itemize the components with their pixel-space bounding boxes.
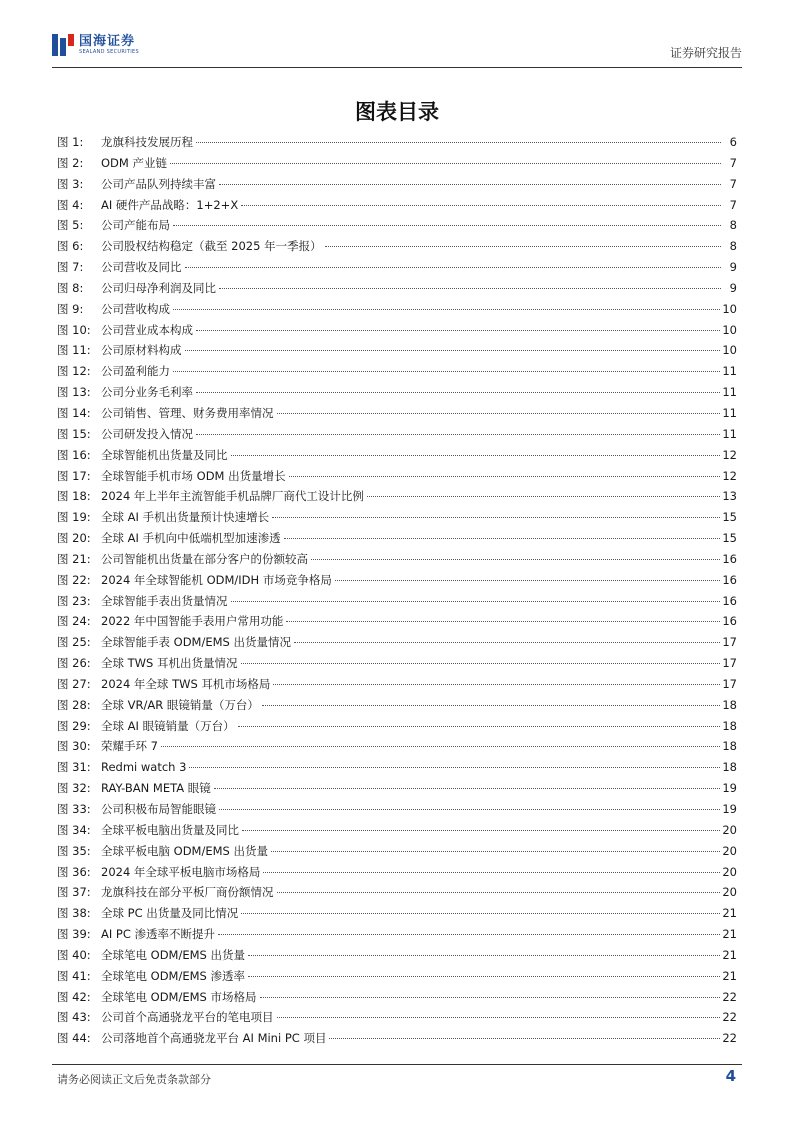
toc-entry[interactable] <box>57 322 737 343</box>
figure-title: 全球平板电脑出货量及同比 <box>101 822 239 837</box>
dot-leader <box>196 142 721 143</box>
figure-page: 18 <box>722 760 737 775</box>
figure-number: 图 25: <box>57 635 91 650</box>
dot-leader <box>173 371 720 372</box>
figure-number: 图 8: <box>57 280 84 295</box>
figure-title: 全球 AI 手机向中低端机型加速渗透 <box>101 531 281 546</box>
figure-title: 2024 年上半年主流智能手机品牌厂商代工设计比例 <box>101 489 364 504</box>
dot-leader <box>277 1017 721 1018</box>
figure-title: 公司销售、管理、财务费用率情况 <box>101 405 274 420</box>
figure-page: 12 <box>722 468 737 483</box>
dot-leader <box>214 788 721 789</box>
figure-title: 2024 年全球平板电脑市场格局 <box>101 864 261 879</box>
figure-number: 图 42: <box>57 989 91 1004</box>
figure-title: 公司积极布局智能眼镜 <box>101 802 216 816</box>
toc-entry[interactable] <box>57 176 737 197</box>
figure-number: 图 29: <box>57 718 91 733</box>
footer-disclaimer: 请务必阅读正文后免责条款部分 <box>57 1073 211 1086</box>
figure-page: 17 <box>722 676 737 691</box>
figure-title: AI PC 渗透率不断提升 <box>101 927 216 942</box>
dot-leader <box>218 934 720 935</box>
toc-entry[interactable] <box>57 572 737 593</box>
figure-page: 21 <box>722 927 737 942</box>
dot-leader <box>241 913 720 914</box>
figure-number: 图 34: <box>57 822 91 837</box>
figure-page: 10 <box>722 301 737 316</box>
toc-entry[interactable] <box>57 801 737 822</box>
dot-leader <box>241 663 721 664</box>
figure-number: 图 33: <box>57 802 91 816</box>
dot-leader <box>196 392 720 393</box>
figure-title: 公司产品队列持续丰富 <box>101 176 216 191</box>
toc-entry[interactable] <box>57 884 737 905</box>
figure-title: 全球智能手表 ODM/EMS 出货量情况 <box>101 635 292 650</box>
page-title: 图表目录 <box>355 99 439 124</box>
figure-number: 图 41: <box>57 968 91 983</box>
figure-title: 全球笔电 ODM/EMS 市场格局 <box>101 989 257 1004</box>
figure-title: 全球 AI 手机出货量预计快速增长 <box>101 510 270 525</box>
figure-number: 图 13: <box>57 385 91 400</box>
figure-title: 公司产能布局 <box>101 218 170 233</box>
figure-number: 图 38: <box>57 906 91 921</box>
figure-number: 图 6: <box>57 239 84 254</box>
figure-title: 公司营业成本构成 <box>101 322 193 337</box>
figure-title: 全球智能手机市场 ODM 出货量增长 <box>101 468 286 483</box>
figure-page: 7 <box>729 176 737 191</box>
toc-entry[interactable] <box>57 738 737 759</box>
figure-page: 19 <box>722 781 737 796</box>
figure-page: 18 <box>722 739 737 754</box>
toc-entry[interactable] <box>57 759 737 780</box>
figure-page: 10 <box>722 343 737 358</box>
dot-leader <box>325 246 721 247</box>
toc-entry[interactable] <box>57 155 737 176</box>
figure-page: 20 <box>722 822 737 837</box>
toc-entry[interactable] <box>57 697 737 718</box>
toc-entry[interactable] <box>57 342 737 363</box>
toc-entry[interactable] <box>57 509 737 530</box>
toc-entry[interactable] <box>57 530 737 551</box>
figure-number: 图 30: <box>57 739 91 754</box>
figure-page: 7 <box>729 197 737 212</box>
figure-index-list <box>57 134 737 1051</box>
figure-number: 图 4: <box>57 197 84 212</box>
dot-leader <box>294 642 720 643</box>
figure-title: 公司分业务毛利率 <box>101 385 193 400</box>
figure-number: 图 3: <box>57 176 84 191</box>
toc-entry[interactable] <box>57 843 737 864</box>
figure-title: 公司营收及同比 <box>101 260 182 275</box>
toc-entry[interactable] <box>57 405 737 426</box>
dot-leader <box>273 684 720 685</box>
figure-title: 公司股权结构稳定（截至 2025 年一季报） <box>101 239 322 254</box>
figure-number: 图 5: <box>57 218 84 233</box>
figure-page: 7 <box>729 155 737 170</box>
toc-entry[interactable] <box>57 259 737 280</box>
figure-title: ODM 产业链 <box>101 155 167 170</box>
figure-page: 17 <box>722 635 737 650</box>
toc-entry[interactable] <box>57 655 737 676</box>
dot-leader <box>262 705 720 706</box>
figure-title: 全球笔电 ODM/EMS 渗透率 <box>101 968 246 983</box>
figure-number: 图 14: <box>57 405 91 420</box>
toc-entry[interactable] <box>57 634 737 655</box>
dot-leader <box>329 1038 720 1039</box>
figure-page: 16 <box>722 551 737 566</box>
dot-leader <box>335 580 721 581</box>
toc-entry[interactable] <box>57 613 737 634</box>
page-number: 4 <box>725 1067 736 1085</box>
figure-page: 22 <box>722 989 737 1004</box>
dot-leader <box>272 517 720 518</box>
dot-leader <box>170 163 721 164</box>
dot-leader <box>219 809 720 810</box>
figure-number: 图 1: <box>57 135 84 149</box>
figure-number: 图 31: <box>57 760 91 775</box>
figure-number: 图 37: <box>57 885 91 900</box>
dot-leader <box>286 621 720 622</box>
figure-page: 20 <box>722 864 737 879</box>
figure-title: 全球 VR/AR 眼镜销量（万台） <box>101 697 259 712</box>
toc-entry[interactable] <box>57 301 737 322</box>
figure-page: 20 <box>722 843 737 858</box>
dot-leader <box>238 726 721 727</box>
dot-leader <box>260 997 721 998</box>
figure-title: 2024 年全球智能机 ODM/IDH 市场竞争格局 <box>101 572 332 587</box>
figure-title: 公司盈利能力 <box>101 364 170 379</box>
page-header <box>52 30 742 68</box>
figure-title: 荣耀手环 7 <box>101 739 158 754</box>
toc-entry[interactable] <box>57 280 737 301</box>
toc-entry[interactable] <box>57 363 737 384</box>
figure-number: 图 9: <box>57 301 84 316</box>
toc-entry[interactable] <box>57 926 737 947</box>
dot-leader <box>277 413 721 414</box>
figure-number: 图 36: <box>57 864 91 879</box>
dot-leader <box>241 205 721 206</box>
figure-number: 图 22: <box>57 572 91 587</box>
figure-number: 图 26: <box>57 656 91 671</box>
figure-page: 16 <box>722 614 737 629</box>
dot-leader <box>263 872 720 873</box>
toc-entry[interactable] <box>57 197 737 218</box>
figure-title: 龙旗科技发展历程 <box>101 135 193 149</box>
figure-title: 公司归母净利润及同比 <box>101 280 216 295</box>
toc-entry[interactable] <box>57 989 737 1010</box>
toc-entry[interactable] <box>57 1009 737 1030</box>
logo-mark-icon <box>52 34 74 56</box>
toc-entry[interactable] <box>57 468 737 489</box>
figure-page: 8 <box>729 239 737 254</box>
dot-leader <box>161 746 720 747</box>
figure-page: 21 <box>722 906 737 921</box>
toc-entry[interactable] <box>57 447 737 468</box>
figure-title: 全球 TWS 耳机出货量情况 <box>101 656 238 671</box>
figure-number: 图 17: <box>57 468 91 483</box>
dot-leader <box>284 538 721 539</box>
figure-number: 图 10: <box>57 322 91 337</box>
toc-entry[interactable] <box>57 551 737 572</box>
dot-leader <box>189 767 720 768</box>
toc-entry[interactable] <box>57 864 737 885</box>
toc-entry[interactable] <box>57 1030 737 1051</box>
figure-title: 全球 AI 眼镜销量（万台） <box>101 718 235 733</box>
figure-page: 18 <box>722 697 737 712</box>
dot-leader <box>231 601 721 602</box>
figure-page: 11 <box>722 364 737 379</box>
figure-number: 图 24: <box>57 614 91 629</box>
figure-title: AI 硬件产品战略：1+2+X <box>101 197 239 212</box>
figure-number: 图 27: <box>57 676 91 691</box>
figure-number: 图 40: <box>57 947 91 962</box>
figure-number: 图 39: <box>57 927 91 942</box>
figure-number: 图 2: <box>57 155 84 170</box>
figure-title: 龙旗科技在部分平板厂商份额情况 <box>101 885 274 900</box>
figure-page: 21 <box>722 968 737 983</box>
toc-entry[interactable] <box>57 676 737 697</box>
logo-english-name: SEALAND SECURITIES <box>79 49 139 55</box>
figure-title: Redmi watch 3 <box>101 760 187 775</box>
dot-leader <box>219 184 721 185</box>
toc-entry[interactable] <box>57 426 737 447</box>
figure-title: 公司落地首个高通骁龙平台 AI Mini PC 项目 <box>101 1031 327 1046</box>
toc-entry[interactable] <box>57 134 737 155</box>
dot-leader <box>271 851 720 852</box>
dot-leader <box>219 288 721 289</box>
dot-leader <box>231 455 721 456</box>
toc-entry[interactable] <box>57 238 737 259</box>
toc-entry[interactable] <box>57 217 737 238</box>
figure-title: 全球 PC 出货量及同比情况 <box>101 906 239 921</box>
figure-page: 12 <box>722 447 737 462</box>
figure-page: 15 <box>722 531 737 546</box>
toc-entry[interactable] <box>57 947 737 968</box>
dot-leader <box>185 350 721 351</box>
figure-number: 图 28: <box>57 697 91 712</box>
figure-number: 图 32: <box>57 781 91 796</box>
footer-divider <box>52 1064 742 1065</box>
figure-page: 11 <box>722 405 737 420</box>
toc-entry[interactable] <box>57 822 737 843</box>
figure-number: 图 19: <box>57 510 91 525</box>
figure-title: 全球智能机出货量及同比 <box>101 447 228 462</box>
toc-entry[interactable] <box>57 488 737 509</box>
toc-entry[interactable] <box>57 780 737 801</box>
figure-title: 2024 年全球 TWS 耳机市场格局 <box>101 676 271 691</box>
figure-number: 图 18: <box>57 489 91 504</box>
dot-leader <box>289 476 721 477</box>
dot-leader <box>173 309 720 310</box>
figure-title: 公司首个高通骁龙平台的笔电项目 <box>101 1010 274 1025</box>
dot-leader <box>277 892 721 893</box>
dot-leader <box>196 434 720 435</box>
figure-title: 公司智能机出货量在部分客户的份额较高 <box>101 551 308 566</box>
figure-number: 图 23: <box>57 593 91 608</box>
figure-number: 图 21: <box>57 551 91 566</box>
figure-number: 图 12: <box>57 364 91 379</box>
figure-page: 22 <box>722 1031 737 1046</box>
dot-leader <box>248 976 720 977</box>
toc-entry[interactable] <box>57 384 737 405</box>
figure-page: 8 <box>729 218 737 233</box>
figure-title: 2022 年中国智能手表用户常用功能 <box>101 614 284 629</box>
figure-page: 9 <box>729 260 737 275</box>
toc-entry[interactable] <box>57 593 737 614</box>
figure-title: RAY-BAN META 眼镜 <box>101 781 211 796</box>
figure-number: 图 7: <box>57 260 84 275</box>
figure-title: 全球智能手表出货量情况 <box>101 593 228 608</box>
toc-entry[interactable] <box>57 905 737 926</box>
dot-leader <box>248 955 720 956</box>
figure-title: 全球笔电 ODM/EMS 出货量 <box>101 947 246 962</box>
figure-number: 图 43: <box>57 1010 91 1025</box>
figure-title: 公司营收构成 <box>101 301 170 316</box>
company-logo <box>52 34 139 56</box>
dot-leader <box>242 830 720 831</box>
figure-number: 图 35: <box>57 843 91 858</box>
dot-leader <box>173 225 721 226</box>
figure-title: 公司原材料构成 <box>101 343 182 358</box>
figure-number: 图 20: <box>57 531 91 546</box>
dot-leader <box>185 267 722 268</box>
figure-number: 图 11: <box>57 343 91 358</box>
header-divider <box>52 67 742 68</box>
logo-chinese-name: 国海证券 <box>79 34 136 49</box>
figure-page: 21 <box>722 947 737 962</box>
figure-page: 10 <box>722 322 737 337</box>
figure-page: 9 <box>729 280 737 295</box>
toc-entry[interactable] <box>57 718 737 739</box>
figure-page: 22 <box>722 1010 737 1025</box>
figure-title: 公司研发投入情况 <box>101 426 193 441</box>
figure-page: 17 <box>722 656 737 671</box>
figure-page: 11 <box>722 385 737 400</box>
toc-entry[interactable] <box>57 968 737 989</box>
figure-number: 图 15: <box>57 426 91 441</box>
dot-leader <box>196 330 720 331</box>
dot-leader <box>367 496 720 497</box>
figure-page: 18 <box>722 718 737 733</box>
figure-title: 全球平板电脑 ODM/EMS 出货量 <box>101 843 269 858</box>
figure-number: 图 16: <box>57 447 91 462</box>
figure-page: 16 <box>722 593 737 608</box>
figure-page: 19 <box>722 802 737 816</box>
figure-page: 20 <box>722 885 737 900</box>
dot-leader <box>311 559 720 560</box>
figure-page: 15 <box>722 510 737 525</box>
figure-page: 6 <box>729 135 737 149</box>
figure-page: 13 <box>722 489 737 504</box>
report-type-label: 证券研究报告 <box>669 46 742 60</box>
figure-page: 16 <box>722 572 737 587</box>
figure-number: 图 44: <box>57 1031 91 1046</box>
figure-page: 11 <box>722 426 737 441</box>
